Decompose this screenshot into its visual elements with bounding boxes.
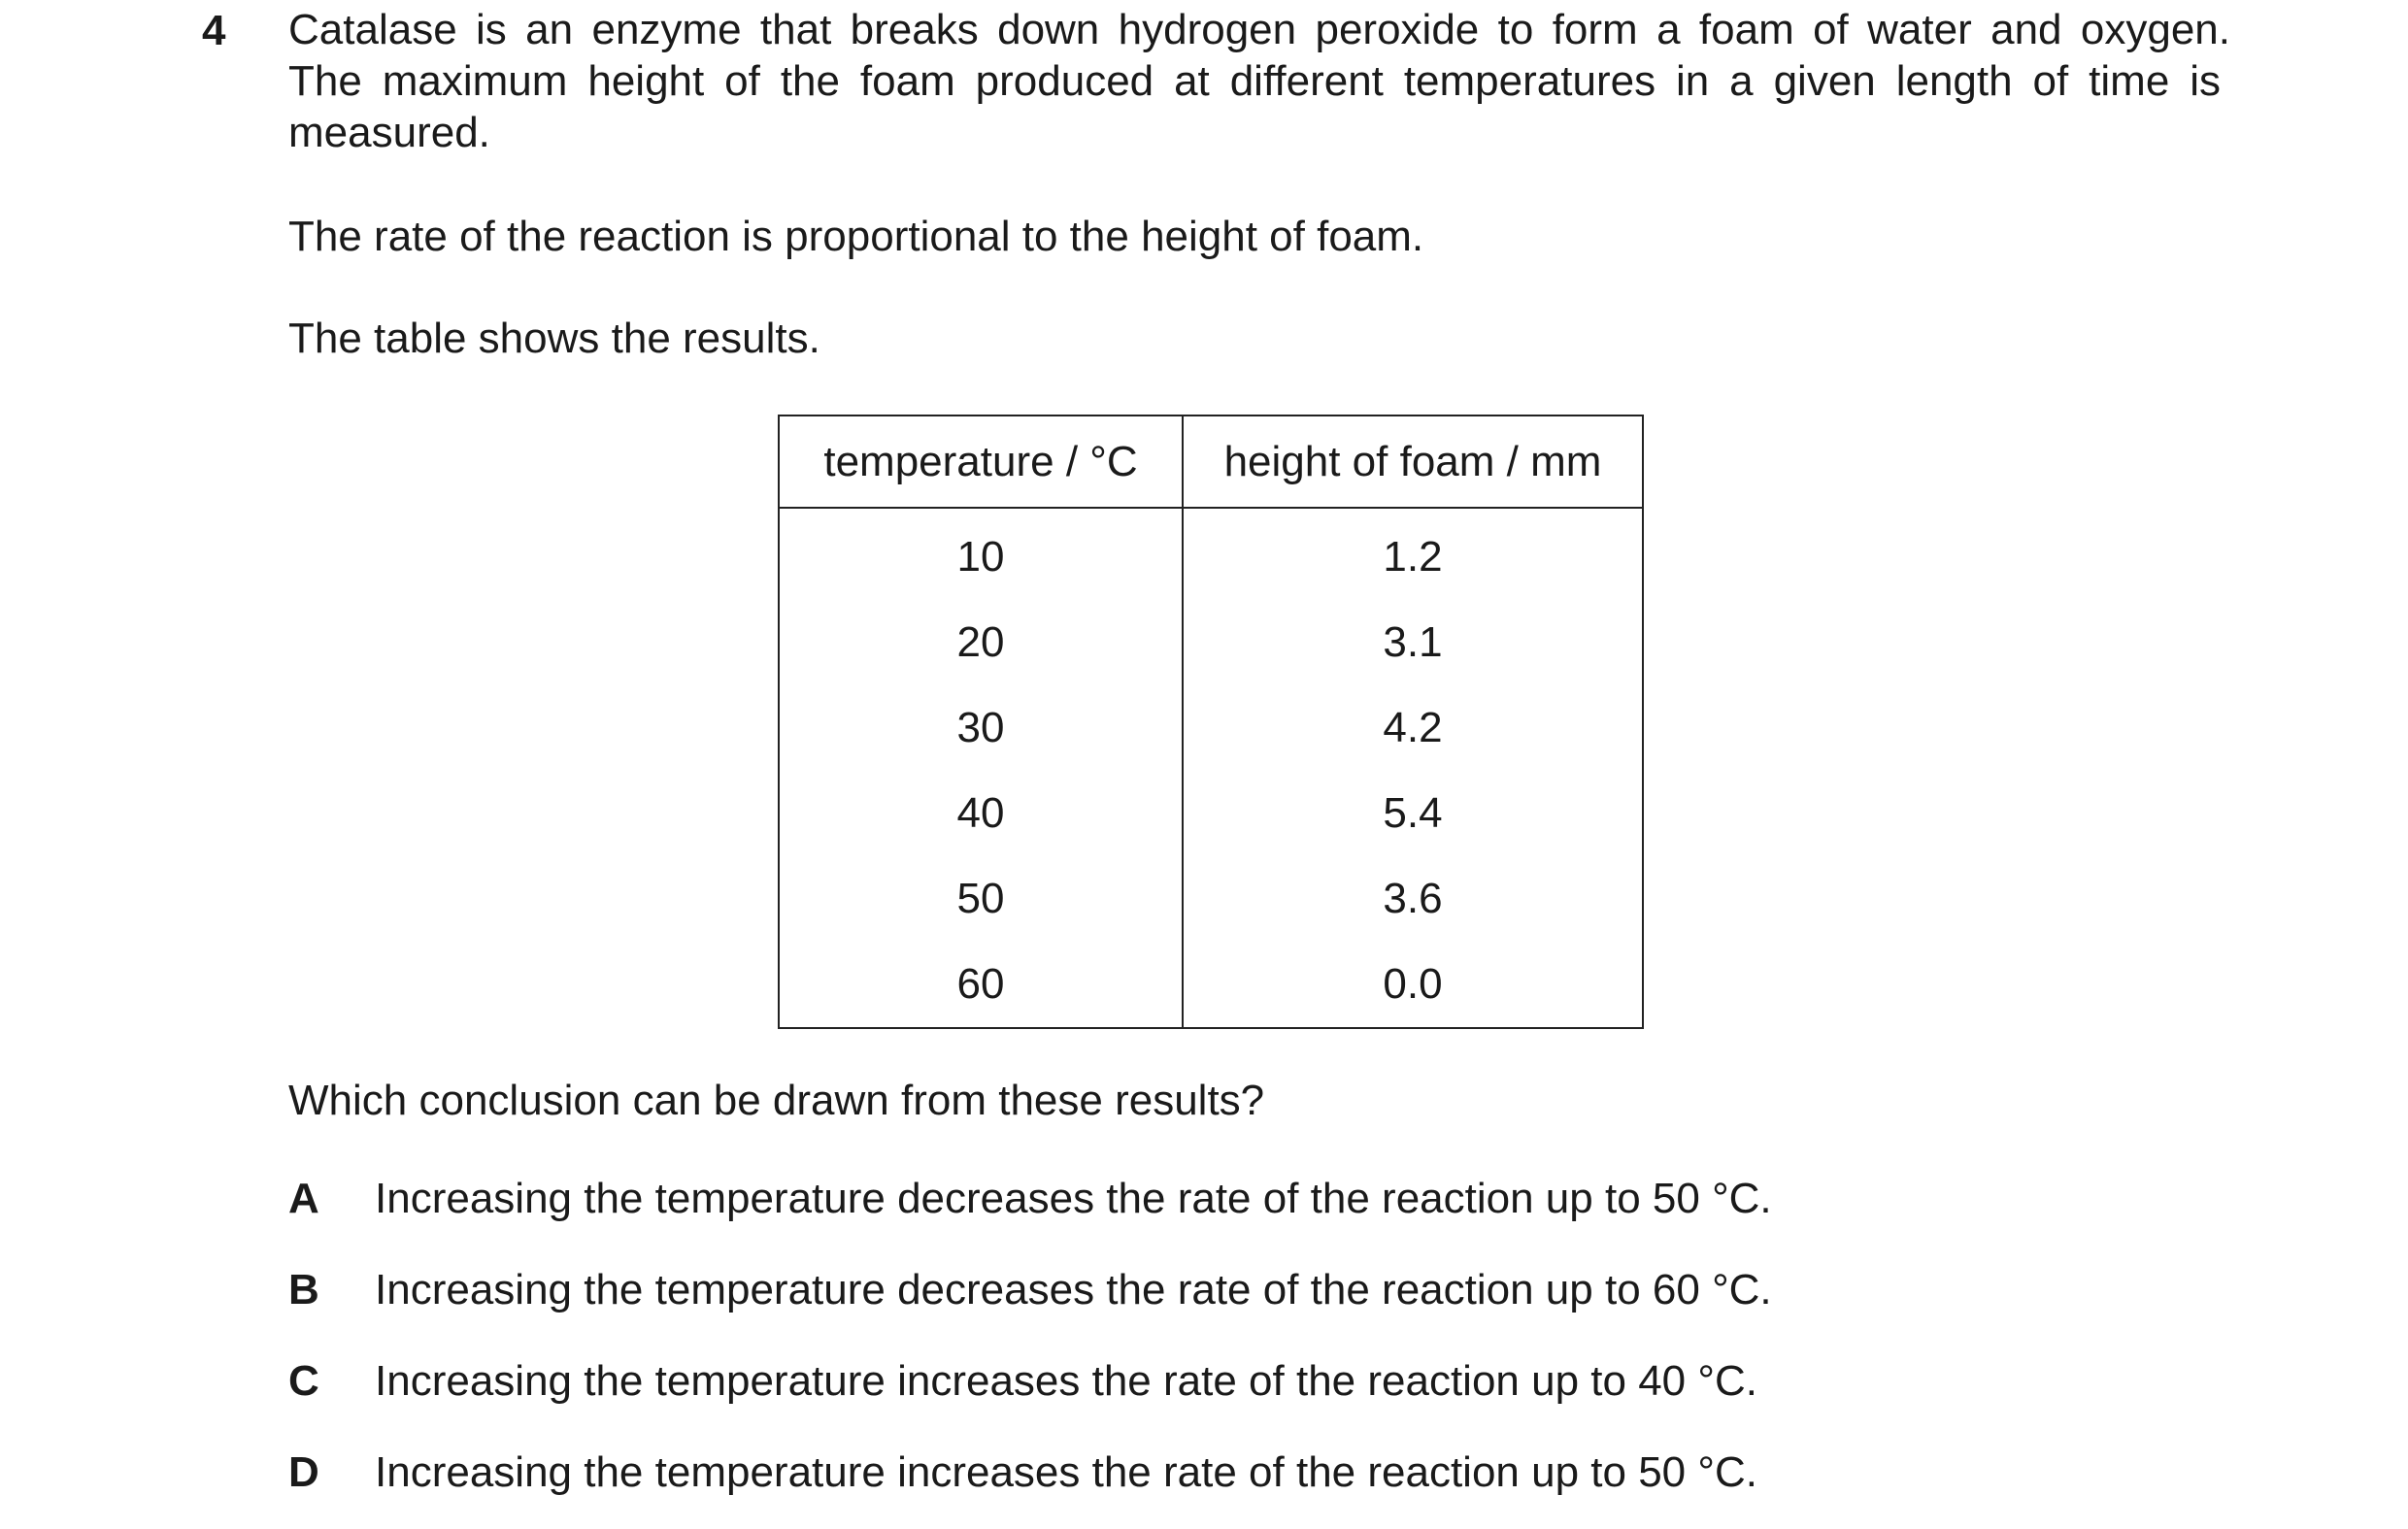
intro-line: The maximum height of the foam produced at different temperatures in a given length of time is (288, 57, 2221, 105)
table-intro: The table shows the results. (288, 315, 820, 362)
table-row (779, 508, 1643, 600)
table-row (779, 685, 1643, 771)
cell-foam-height: 3.6 (1183, 856, 1643, 942)
header-temperature: temperature / °C (779, 415, 1183, 508)
option-letter: C (288, 1357, 319, 1405)
option-letter: D (288, 1448, 319, 1496)
header-foam-height: height of foam / mm (1183, 415, 1643, 508)
table-row (779, 600, 1643, 685)
option-text: Increasing the temperature decreases the rate of the reaction up to 60 °C. (375, 1266, 1772, 1313)
cell-foam-height: 0.0 (1183, 942, 1643, 1028)
results-table (778, 415, 1644, 1029)
option-text: Increasing the temperature increases the rate of the reaction up to 50 °C. (375, 1448, 1757, 1496)
question-number: 4 (202, 7, 226, 54)
intro-line: Catalase is an enzyme that breaks down hydrogen peroxide to form a foam of water and oxygen. (288, 6, 2230, 53)
option-letter: A (288, 1175, 319, 1222)
option-letter: B (288, 1266, 319, 1313)
table-row (779, 771, 1643, 856)
cell-foam-height: 4.2 (1183, 685, 1643, 771)
cell-temperature: 60 (779, 942, 1183, 1028)
option-b[interactable] (288, 1264, 1772, 1315)
table-row (779, 942, 1643, 1028)
table-header-row (779, 415, 1643, 508)
option-a[interactable] (288, 1173, 1772, 1224)
table-row (779, 856, 1643, 942)
cell-foam-height: 3.1 (1183, 600, 1643, 685)
rate-statement: The rate of the reaction is proportional to the height of foam. (288, 213, 1424, 260)
cell-temperature: 20 (779, 600, 1183, 685)
question-prompt: Which conclusion can be drawn from these results? (288, 1077, 1265, 1124)
question-intro (288, 4, 2230, 158)
intro-line: measured. (288, 109, 490, 156)
option-text: Increasing the temperature increases the rate of the reaction up to 40 °C. (375, 1357, 1757, 1405)
cell-temperature: 40 (779, 771, 1183, 856)
cell-foam-height: 5.4 (1183, 771, 1643, 856)
cell-temperature: 50 (779, 856, 1183, 942)
cell-temperature: 30 (779, 685, 1183, 771)
option-text: Increasing the temperature decreases the rate of the reaction up to 50 °C. (375, 1175, 1772, 1222)
cell-foam-height: 1.2 (1183, 508, 1643, 600)
option-c[interactable] (288, 1355, 1757, 1407)
cell-temperature: 10 (779, 508, 1183, 600)
option-d[interactable] (288, 1446, 1757, 1498)
